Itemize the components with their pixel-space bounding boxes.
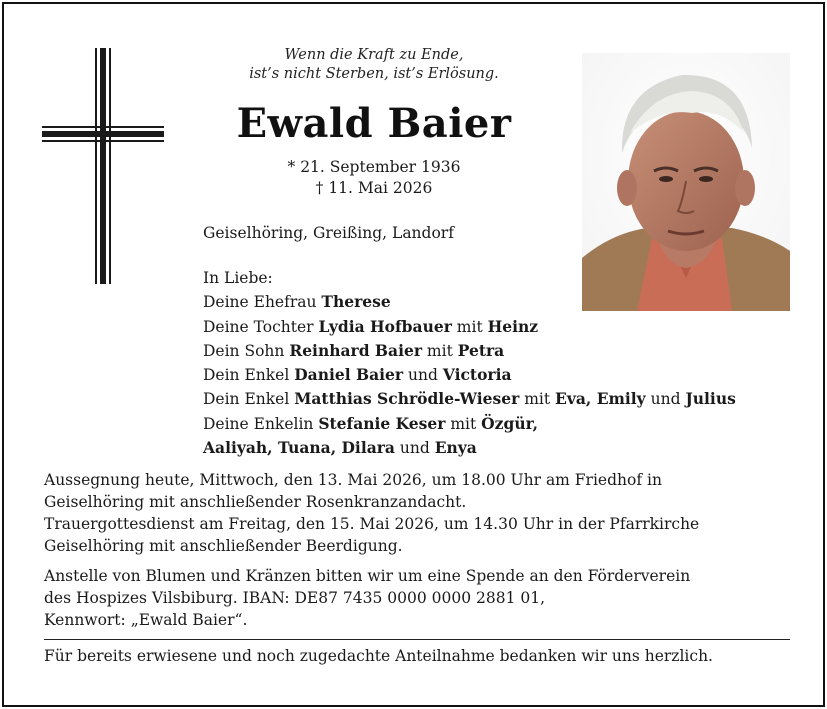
- donation-line: des Hospizes Vilsbiburg. IBAN: DE87 7435 0000 0000 2881 01,: [44, 589, 546, 607]
- mourner-line: [203, 363, 736, 387]
- mourner-line: [203, 290, 736, 314]
- mourner-relation: und: [403, 366, 443, 385]
- mourner-line: [203, 339, 736, 363]
- mourner-relation: Dein Enkel: [203, 366, 295, 385]
- mourner-relation: und: [394, 439, 435, 458]
- mourner-line: [203, 387, 736, 411]
- verse-line: ist’s nicht Sterben, ist’s Erlösung.: [249, 66, 499, 82]
- mourner-relation: Dein Sohn: [203, 341, 290, 360]
- residence-places: Geiselhöring, Greißing, Landorf: [203, 224, 454, 242]
- mourner-name: Lydia Hofbauer: [318, 316, 452, 336]
- mourner-name: Özgür,: [481, 413, 539, 433]
- mourners-list: [203, 267, 736, 460]
- mourner-relation: Deine Ehefrau: [203, 293, 322, 312]
- thanks-note: Für bereits erwiesene und noch zugedachte Anteilnahme bedanken wir uns herzlich.: [44, 647, 713, 665]
- divider: [44, 639, 790, 640]
- ceremony-line: Geiselhöring mit anschließender Beerdigung.: [44, 537, 403, 555]
- mourner-relation: mit: [422, 341, 458, 360]
- mourner-name: Victoria: [442, 365, 512, 385]
- mourner-line: [203, 412, 736, 436]
- mourner-name: Heinz: [487, 316, 539, 336]
- service-info: [44, 469, 794, 631]
- obituary-notice: [2, 2, 825, 707]
- mourner-relation: mit: [519, 390, 556, 409]
- mourner-line: [203, 315, 736, 339]
- ceremony-line: Aussegnung heute, Mittwoch, den 13. Mai 2026, um 18.00 Uhr am Friedhof in: [44, 471, 662, 489]
- mourner-relation: mit: [451, 317, 488, 336]
- memorial-verse: [204, 46, 544, 84]
- birth-date: * 21. September 1936: [287, 158, 461, 176]
- donation-line: Anstelle von Blumen und Kränzen bitten wir um eine Spende an den Förderverein: [44, 567, 691, 585]
- life-dates: [204, 157, 544, 199]
- ceremony-line: Trauergottesdienst am Freitag, den 15. Mai 2026, um 14.30 Uhr in der Pfarrkirche: [44, 515, 700, 533]
- deceased-name: Ewald Baier: [236, 100, 512, 147]
- ceremony-line: Geiselhöring mit anschließender Rosenkranzandacht.: [44, 493, 467, 511]
- mourner-line: [203, 436, 736, 460]
- mourner-name: Reinhard Baier: [289, 340, 422, 360]
- mourner-name: Julius: [685, 389, 736, 409]
- mourner-relation: und: [645, 390, 686, 409]
- mourner-name: Aaliyah, Tuana, Dilara: [203, 438, 395, 458]
- mourner-name: Daniel Baier: [294, 365, 404, 385]
- mourner-relation: Deine Tochter: [203, 317, 319, 336]
- mourner-relation: Dein Enkel: [203, 390, 295, 409]
- mourner-name: Stefanie Keser: [318, 413, 446, 433]
- donation-line: Kennwort: „Ewald Baier“.: [44, 611, 248, 629]
- mourner-relation: Deine Enkelin: [203, 414, 319, 433]
- mourner-name: Matthias Schrödle-Wieser: [294, 389, 520, 409]
- mourner-name: Eva, Emily: [555, 389, 646, 409]
- verse-line: Wenn die Kraft zu Ende,: [284, 47, 464, 63]
- mourner-name: Petra: [457, 340, 505, 360]
- mourner-name: Enya: [434, 438, 477, 458]
- mourners-intro: In Liebe:: [203, 269, 273, 287]
- death-date: † 11. Mai 2026: [315, 179, 433, 197]
- mourner-relation: mit: [445, 414, 482, 433]
- mourner-name: Therese: [321, 292, 391, 312]
- mourner-lines: [203, 290, 736, 460]
- cross-icon: [42, 48, 164, 284]
